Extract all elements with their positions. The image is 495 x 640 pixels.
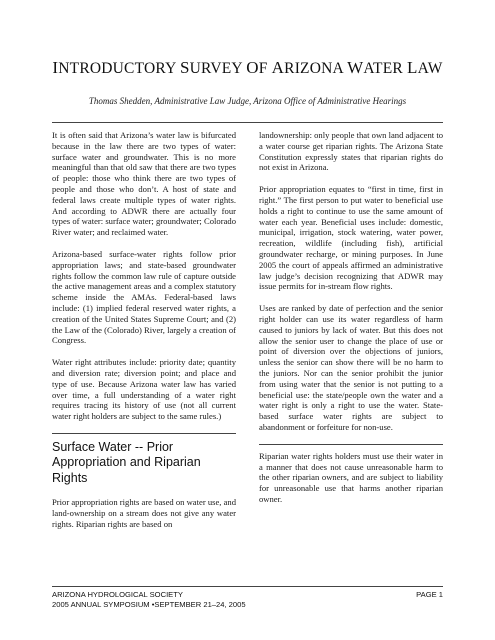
section-heading: Surface Water -- Prior Appropriation and Riparian Rights xyxy=(52,439,201,485)
paragraph: It is often said that Arizona’s water law is bifurcated because in the law there are two types of water: surface water and groundwater. This is no more meaningful than that old saw that there are two types of people: those who think there are two types of people and those who don’t. A host of state and federal laws create multiple types of water rights. And according to ADWR there are actually four types of water: surface water; groundwater; Colorado River water; and reclaimed water. xyxy=(52,130,236,238)
paragraph: Prior appropriation rights are based on water use, and land-ownership on a stream does not give any water rights. Riparian rights are based on xyxy=(52,497,236,530)
paragraph: Prior appropriation equates to “first in time, first in right.” The first person to put water to beneficial use holds a right to continue to use the same amount of water each year. Beneficial uses include: domestic, municipal, irrigation, stock watering, water power, recreation, wildlife (including fish), artificial groundwater recharge, or mining purposes. In June 2005 the court of appeals affirmed an administrative law judge’s decision recognizing that ADWR may issue permits for in-stream flow rights. xyxy=(259,184,443,292)
title-word: WATER xyxy=(347,58,407,77)
left-column xyxy=(52,130,236,541)
page-title xyxy=(0,58,495,78)
title-word: LAW xyxy=(407,58,443,77)
paragraph: Arizona-based surface-water rights follow prior appropriation laws; and state-based groundwater rights follow the common law rule of capture outside the active management areas and a complex statutory scheme inside the AMAs. Federal-based laws include: (1) implied federal reserved water rights, a creation of the United States Supreme Court; and (2) the Law of the (Colorado) River, largely a creation of Congress. xyxy=(52,248,236,346)
title-word: INTRODUCTORY xyxy=(52,58,180,77)
paragraph: landownership: only people that own land adjacent to a water course get riparian rights. The Arizona State Constitution expressly states that riparian rights do not exist in Arizona. xyxy=(259,130,444,173)
section-divider xyxy=(52,433,236,434)
page-number: PAGE 1 xyxy=(416,590,443,599)
footer-organization: ARIZONA HYDROLOGICAL SOCIETY xyxy=(52,590,183,599)
section-divider xyxy=(259,444,443,445)
title-word: SURVEY xyxy=(179,58,247,77)
right-column xyxy=(259,130,443,516)
paragraph: Water right attributes include: priority date; quantity and diversion rate; diversion point; and place and type of use. Because Arizona water law has varied over time, a full understanding of a water right requires tracing its history of use (not all current water right holders are subject to the same rules.) xyxy=(52,357,236,422)
footer-divider xyxy=(52,586,443,587)
paragraph: Riparian water rights holders must use their water in a manner that does not cause unreasonable harm to the other riparian owners, and are subject to liability for unreasonable use that harms another riparian owner. xyxy=(259,450,443,504)
author-line: Thomas Shedden, Administrative Law Judge, Arizona Office of Administrative Hearings xyxy=(88,96,407,106)
footer-symposium: 2005 ANNUAL SYMPOSIUM •SEPTEMBER 21–24, 2005 xyxy=(52,600,246,609)
header-divider xyxy=(52,122,443,123)
title-word: ARIZONA xyxy=(271,58,348,77)
paragraph: Uses are ranked by date of perfection and the senior right holder can use its water regardless of harm caused to juniors by lack of water. But this does not allow the senior user to change the place of use or point of diversion over the objections of juniors, unless the senior can show there will be no harm to the juniors. Nor can the senior prohibit the junior from using water that the senior is not putting to a beneficial use: the state/people own the water and a water right is only a right to use the water. State-based surface water rights are subject to abandonment or forfeiture for non-use. xyxy=(259,303,443,432)
title-word: OF xyxy=(246,58,272,77)
